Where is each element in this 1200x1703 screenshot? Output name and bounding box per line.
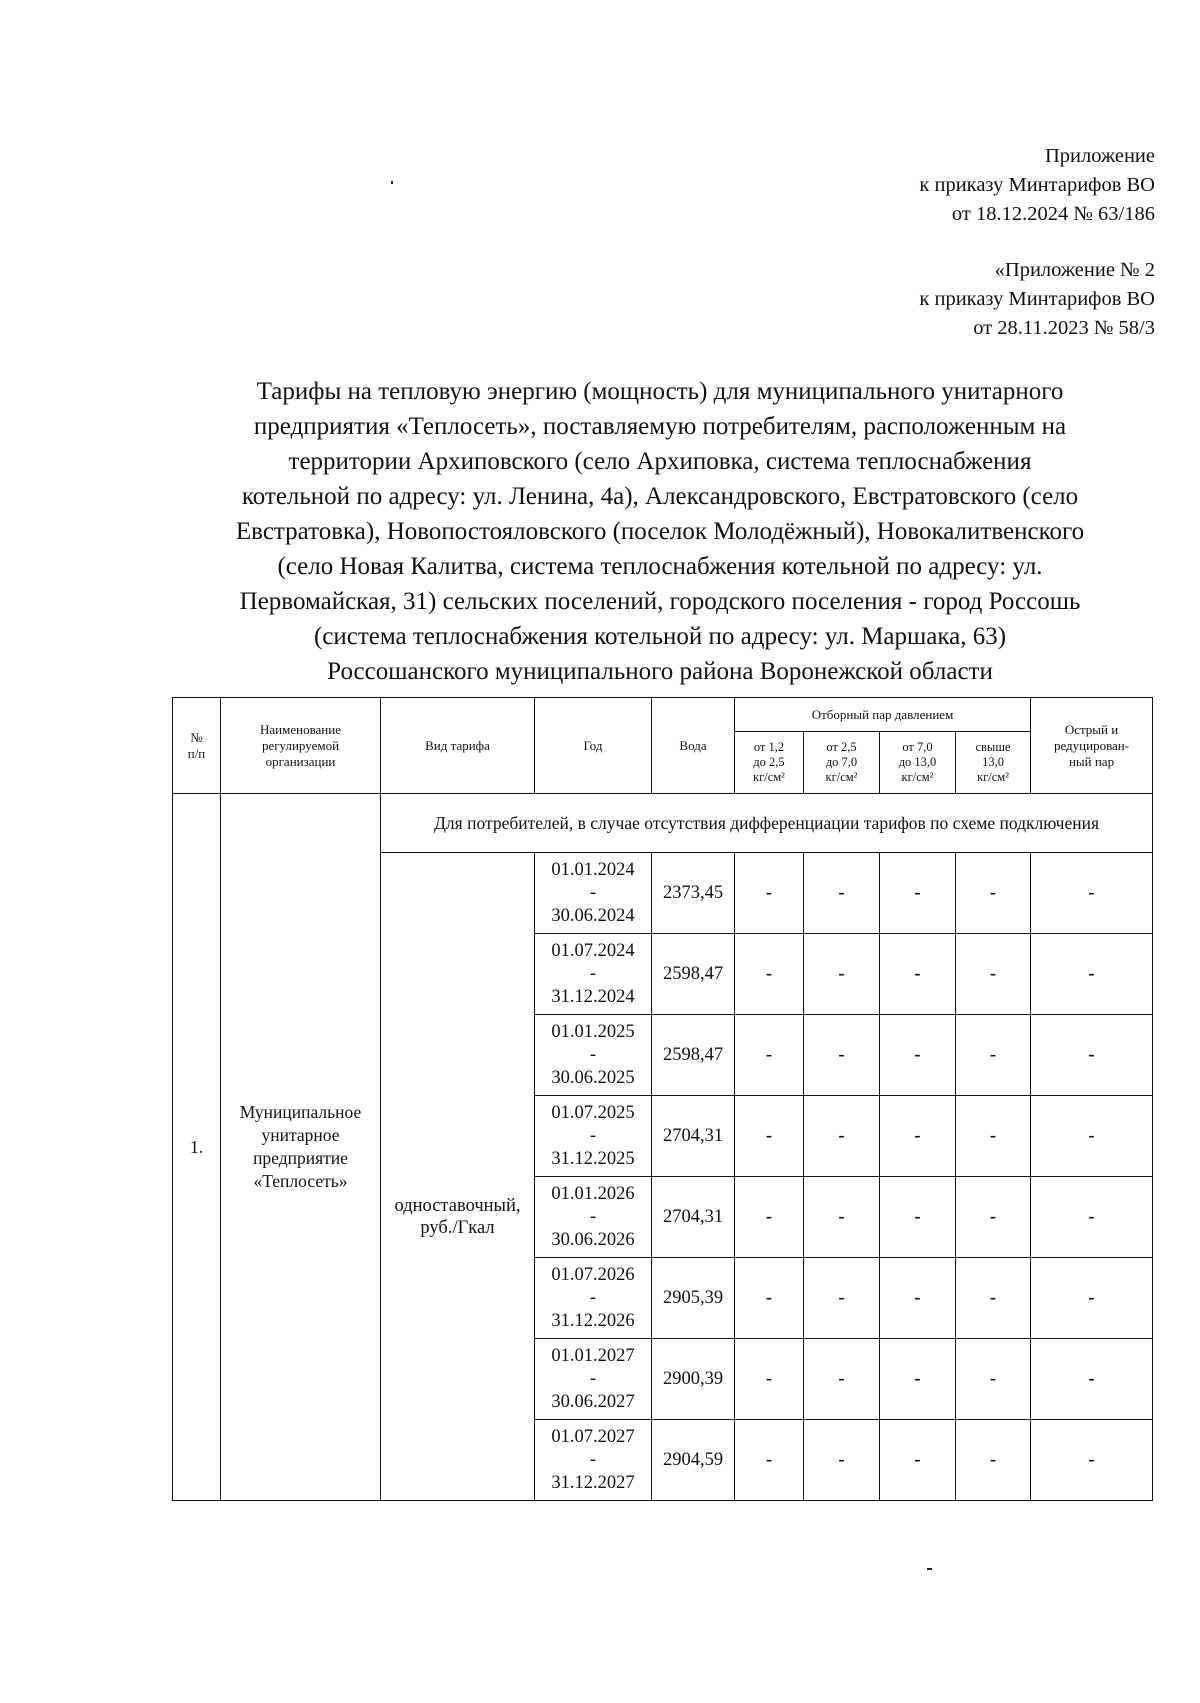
tariff-type-cell: одноставочный, руб./Гкал <box>381 853 535 1501</box>
appendix-current-line2: к приказу Минтарифов ВО <box>919 174 1155 196</box>
sharp-steam-value: - <box>1031 1177 1153 1258</box>
steam-4-value: - <box>956 1420 1031 1501</box>
steam-1-value: - <box>735 1258 804 1339</box>
header-steam-3: от 7,0 до 13,0 кг/см² <box>880 732 956 794</box>
period-cell: 01.01.2025 - 30.06.2025 <box>535 1015 652 1096</box>
title-line: (село Новая Калитва, система теплоснабжения котельной по адресу: ул. <box>277 553 1043 580</box>
sharp-steam-value: - <box>1031 934 1153 1015</box>
water-value: 2704,31 <box>652 1096 735 1177</box>
steam-2-value: - <box>804 934 880 1015</box>
steam-1-value: - <box>735 1420 804 1501</box>
header-number: № п/п <box>173 698 221 794</box>
section-label: Для потребителей, в случае отсутствия дифференциации тарифов по схеме подключения <box>381 794 1153 853</box>
period-cell: 01.01.2026 - 30.06.2026 <box>535 1177 652 1258</box>
sharp-steam-value: - <box>1031 1258 1153 1339</box>
steam-2-value: - <box>804 1177 880 1258</box>
title-line: Евстратовка), Новопостояловского (поселок Молодёжный), Новокалитвенского <box>235 518 1085 545</box>
water-value: 2598,47 <box>652 1015 735 1096</box>
sharp-steam-value: - <box>1031 1096 1153 1177</box>
title-line: (система теплоснабжения котельной по адресу: ул. Маршака, 63) <box>313 623 1007 650</box>
steam-3-value: - <box>880 853 956 934</box>
steam-4-value: - <box>956 1339 1031 1420</box>
title-line: территории Архиповского (село Архиповка, система теплоснабжения <box>288 448 1032 475</box>
steam-3-value: - <box>880 934 956 1015</box>
appendix-current <box>919 142 1155 229</box>
title-line: Тарифы на тепловую энергию (мощность) для муниципального унитарного <box>256 378 1064 405</box>
period-cell: 01.01.2024 - 30.06.2024 <box>535 853 652 934</box>
steam-1-value: - <box>735 1177 804 1258</box>
header-steam-group: Отборный пар давлением <box>735 698 1031 732</box>
steam-4-value: - <box>956 1258 1031 1339</box>
steam-2-value: - <box>804 1015 880 1096</box>
steam-2-value: - <box>804 1096 880 1177</box>
water-value: 2704,31 <box>652 1177 735 1258</box>
water-value: 2900,39 <box>652 1339 735 1420</box>
steam-3-value: - <box>880 1258 956 1339</box>
appendix-previous <box>919 256 1155 343</box>
period-cell: 01.07.2024 - 31.12.2024 <box>535 934 652 1015</box>
steam-2-value: - <box>804 1339 880 1420</box>
appendix-previous-line1: «Приложение № 2 <box>994 259 1155 281</box>
title-line: котельной по адресу: ул. Ленина, 4а), Александровского, Евстратовского (село <box>241 483 1079 510</box>
organization-cell: Муниципальное унитарное предприятие «Теплосеть» <box>221 794 381 1501</box>
title-line: предприятия «Теплосеть», поставляемую потребителям, расположенным на <box>253 413 1067 440</box>
steam-3-value: - <box>880 1420 956 1501</box>
header-sharp-steam: Острый и редуцирован- ный пар <box>1031 698 1153 794</box>
header-tariff-type: Вид тарифа <box>381 698 535 794</box>
water-value: 2904,59 <box>652 1420 735 1501</box>
steam-2-value: - <box>804 1420 880 1501</box>
steam-4-value: - <box>956 1177 1031 1258</box>
header-water: Вода <box>652 698 735 794</box>
steam-1-value: - <box>735 934 804 1015</box>
steam-1-value: - <box>735 1096 804 1177</box>
water-value: 2373,45 <box>652 853 735 934</box>
period-cell: 01.07.2026 - 31.12.2026 <box>535 1258 652 1339</box>
steam-3-value: - <box>880 1096 956 1177</box>
steam-3-value: - <box>880 1339 956 1420</box>
sharp-steam-value: - <box>1031 1015 1153 1096</box>
title-line: Россошанского муниципального района Воронежской области <box>327 658 993 685</box>
appendix-current-line3: от 18.12.2024 № 63/186 <box>951 203 1155 225</box>
tariff-table <box>172 697 1153 1501</box>
appendix-current-line1: Приложение <box>1044 145 1155 167</box>
period-cell: 01.07.2025 - 31.12.2025 <box>535 1096 652 1177</box>
header-steam-4: свыше 13,0 кг/см² <box>956 732 1031 794</box>
period-cell: 01.07.2027 - 31.12.2027 <box>535 1420 652 1501</box>
steam-2-value: - <box>804 1258 880 1339</box>
steam-1-value: - <box>735 1339 804 1420</box>
row-number-cell: 1. <box>173 794 221 1501</box>
sharp-steam-value: - <box>1031 1339 1153 1420</box>
appendix-previous-line3: от 28.11.2023 № 58/3 <box>973 317 1155 339</box>
steam-2-value: - <box>804 853 880 934</box>
steam-4-value: - <box>956 1096 1031 1177</box>
water-value: 2598,47 <box>652 934 735 1015</box>
steam-3-value: - <box>880 1015 956 1096</box>
header-organization: Наименование регулируемой организации <box>221 698 381 794</box>
period-cell: 01.01.2027 - 30.06.2027 <box>535 1339 652 1420</box>
sharp-steam-value: - <box>1031 1420 1153 1501</box>
sharp-steam-value: - <box>1031 853 1153 934</box>
water-value: 2905,39 <box>652 1258 735 1339</box>
steam-1-value: - <box>735 853 804 934</box>
header-steam-1: от 1,2 до 2,5 кг/см² <box>735 732 804 794</box>
header-year: Год <box>535 698 652 794</box>
scan-speck <box>927 1568 932 1570</box>
header-steam-2: от 2,5 до 7,0 кг/см² <box>804 732 880 794</box>
steam-4-value: - <box>956 1015 1031 1096</box>
title-line: Первомайская, 31) сельских поселений, городского поселения - город Россошь <box>239 588 1081 615</box>
steam-3-value: - <box>880 1177 956 1258</box>
scan-speck <box>391 181 393 184</box>
steam-1-value: - <box>735 1015 804 1096</box>
steam-4-value: - <box>956 853 1031 934</box>
document-title <box>170 374 1150 689</box>
steam-4-value: - <box>956 934 1031 1015</box>
appendix-previous-line2: к приказу Минтарифов ВО <box>919 288 1155 310</box>
